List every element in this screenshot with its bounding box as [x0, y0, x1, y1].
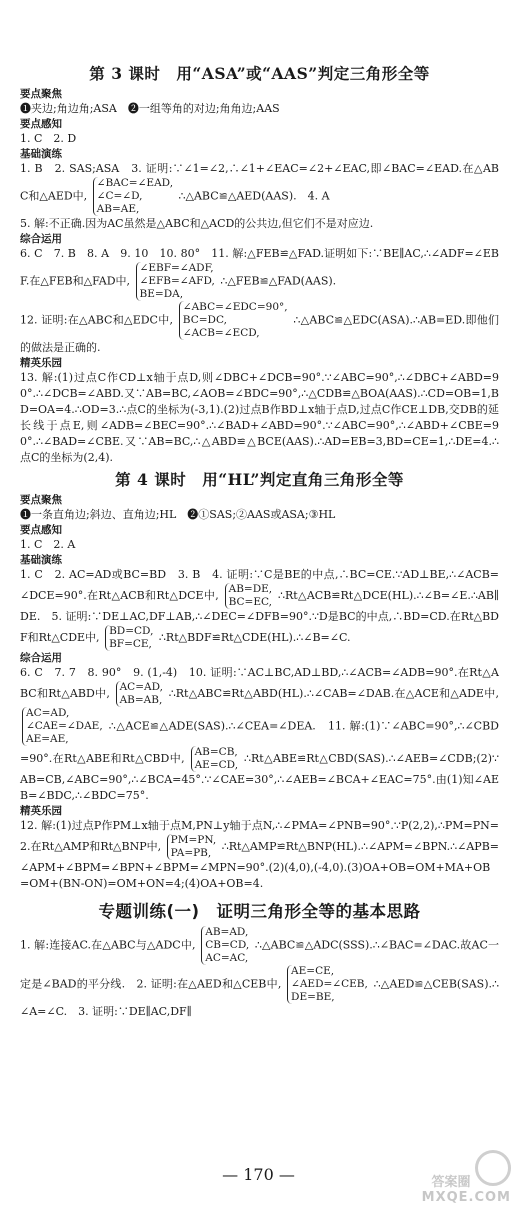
focus-text: ❶一条直角边;斜边、直角边;HL ❷①SAS;②AAS或ASA;③HL: [20, 508, 336, 521]
fun-text-b: ∴Rt△AMP≌Rt△BNP(HL).∴∠APM=∠BPN.∴∠APB=∠APM+∠BPM=∠BPN+∠BPM=∠MPN=90°.(2)(4,0),(-4,0).(3)OA+OB=OM+MA+OB=OM+(BN-ON)=OM+ON=4;(4)OA+OB=4.: [20, 840, 499, 890]
topic-title: 专题训练(一) 证明三角形全等的基本思路: [98, 902, 421, 921]
lesson3-title: 第 3 课时 用“ASA”或“AAS”判定三角形全等: [89, 64, 430, 83]
condition-brace: [201, 926, 249, 965]
basic-text-b: ∴△ABC≌△AED(AAS). 4. A: [178, 189, 330, 203]
sense-text: 1. C 2. A: [20, 538, 76, 551]
condition-brace: [93, 177, 173, 216]
basic-text-c: 5. 解:不正确.因为AC虽然是△ABC和△ACD的公共边,但它们不是对应边.: [20, 217, 374, 230]
condition-brace: [167, 834, 217, 860]
comp-paragraph: [20, 246, 499, 301]
brace-line: AE=AE,: [26, 733, 69, 745]
brace-line: AE=CE,: [291, 965, 335, 977]
brace-line: ∠ABC=∠EDC=90°,: [182, 301, 288, 313]
heading-fun: 精英乐园: [20, 805, 62, 817]
brace-line: ∠EBF=∠ADF,: [139, 262, 214, 274]
brace-line: ∠C=∠D,: [96, 190, 143, 202]
topic-text-c: ∴△AED≌△CEB(SAS).∴∠A=∠C. 3. 证明:∵DE∥AC,DF∥: [20, 977, 499, 1018]
focus-text: ❶夹边;角边角;ASA ❷一组等角的对边;角角边;AAS: [20, 102, 280, 115]
brace-line: BC=EC,: [228, 596, 273, 608]
fun-text-a: 12. 解:(1)过点P作PM⊥x轴于点M,PN⊥y轴于点N,∴∠PMA=∠PNB=90°.∵P(2,2),∴PM=PN=2.在Rt△AMP和Rt△BNP中,: [20, 819, 499, 853]
fun-paragraph: [20, 818, 499, 892]
topic-text-a: 1. 解:连接AC.在△ABC与△ADC中,: [20, 938, 196, 952]
brace-line: BF=CE,: [109, 638, 152, 650]
watermark-text: 答案圈: [431, 1175, 471, 1190]
comp-text-c: ∴△ACE≌△ADE(SAS).∴∠CEA=∠DEA. 11. 解:(1)∵∠ABC=90°,∴∠CBD=90°.在Rt△ABE和Rt△CBD中,: [20, 719, 499, 765]
condition-brace: [191, 746, 238, 772]
watermark-url: MXQE.COM: [421, 1190, 511, 1205]
comp-paragraph: [20, 665, 499, 804]
basic-paragraph: [20, 567, 499, 651]
lesson4-title: 第 4 课时 用“HL”判定直角三角形全等: [115, 470, 404, 489]
brace-line: AC=AD,: [119, 681, 163, 693]
heading-basic: 基础演练: [20, 148, 62, 160]
watermark-circle-icon: [475, 1150, 511, 1186]
page-number: — 170 —: [222, 1165, 295, 1184]
brace-line: PA=PB,: [170, 847, 212, 859]
brace-line: PM=PN,: [170, 834, 217, 846]
basic-paragraph: [20, 161, 499, 216]
heading-focus: 要点聚焦: [20, 88, 62, 100]
condition-brace: [116, 681, 163, 707]
brace-line: AB=AD,: [205, 926, 249, 938]
comp-paragraph-2: [20, 301, 499, 356]
condition-brace: [22, 707, 103, 746]
brace-line: ∠EFB=∠AFD,: [139, 275, 215, 287]
brace-line: AB=AE,: [96, 203, 140, 215]
brace-line: AB=DE,: [228, 583, 273, 595]
condition-brace: [225, 583, 273, 609]
condition-brace: [287, 965, 368, 1004]
brace-line: ∠CAE=∠DAE,: [26, 720, 103, 732]
brace-line: AE=CD,: [194, 759, 239, 771]
brace-line: AB=CB,: [194, 746, 238, 758]
heading-sense: 要点感知: [20, 118, 62, 130]
fun-text: 13. 解:(1)过点C作CD⊥x轴于点D,则∠DBC+∠DCB=90°.∵∠ABC=90°,∴∠DBC+∠ABD=90°.∴∠DCB=∠ABD.又∵AB=BC,∠AOB=∠BDC=90°,∴△CDB≌△BOA(AAS).∴CD=OB=1,BD=OA=4.∴OD=3.∴点C的坐标为(-3,1).(2)过点B作BD⊥x轴于点D,过点C作CE⊥DB,交DB的延长线于点E,则∠ADB=∠BEC=90°.∴∠BAD+∠ABD=90°.∵∠ABC=90°,∴∠ABD+∠CBE=90°.∴∠BAD=∠CBE.又∵AB=BC,∴△ABD≌△BCE(AAS).∴AD=EB=3,BD=CE=1,∴DE=4.∴点C的坐标为(2,4).: [20, 371, 499, 464]
brace-line: ∠BAC=∠EAD,: [96, 177, 174, 189]
topic-paragraph: [20, 926, 499, 1020]
heading-focus: 要点聚焦: [20, 494, 62, 506]
brace-line: DE=BE,: [291, 991, 335, 1003]
brace-line: BC=DC,: [182, 314, 227, 326]
heading-comp: 综合运用: [20, 233, 62, 245]
comp-text-d: ∴△ABC≌△EDC(ASA).∴AB=ED.即他们的做法是正确的.: [20, 313, 500, 354]
comp-text-c: 12. 证明:在△ABC和△EDC中,: [20, 313, 174, 327]
brace-line: AB=AB,: [119, 694, 163, 706]
basic-text-c: ∴Rt△BDF≌Rt△CDE(HL).∴∠B=∠C.: [158, 631, 351, 644]
basic-text-b: ∴Rt△ACB≌Rt△DCE(HL).∴∠B=∠E.∴AB∥DE. 5. 证明:∵DE⊥AC,DF⊥AB,∴∠DEC=∠DFB=90°.∵D是BC的中点,∴BD=CD.在Rt△BDF和Rt△CDE中,: [20, 589, 500, 644]
brace-line: ∠AED=∠CEB,: [291, 978, 368, 990]
basic-text-a: 1. B 2. SAS;ASA 3. 证明:∵∠1=∠2,∴∠1+∠EAC=∠2+∠EAC,即∠BAC=∠EAD.在△ABC和△AED中,: [20, 162, 499, 203]
heading-sense: 要点感知: [20, 524, 62, 536]
condition-brace: [136, 262, 215, 301]
brace-line: CB=CD,: [205, 939, 250, 951]
watermark-logo: [401, 1148, 511, 1205]
condition-brace: [179, 301, 288, 340]
comp-text-a: 6. C 7. 7 8. 90° 9. (1,-4) 10. 证明:∵AC⊥BC,AD⊥BD,∴∠ACB=∠ADB=90°.在Rt△ABC和Rt△ABD中,: [20, 666, 499, 700]
brace-line: AC=AD,: [26, 707, 70, 719]
brace-line: AC=AC,: [205, 952, 249, 964]
brace-line: BE=DA,: [139, 288, 184, 300]
heading-comp: 综合运用: [20, 652, 62, 664]
heading-fun: 精英乐园: [20, 357, 62, 369]
comp-text-b: ∴△FEB≌△FAD(AAS).: [220, 274, 337, 288]
brace-line: BD=CD,: [109, 625, 154, 637]
heading-basic: 基础演练: [20, 554, 62, 566]
comp-text-d: ∴Rt△ABE≌Rt△CBD(SAS).∴∠AEB=∠CDB;(2)∵AB=CB,∠ABC=90°,∴∠BCA=45°.∵∠CAE=30°,∴∠AEB=∠BCA+∠EAC=75°.由(1)知∠AEB=∠BDC,∴∠BDC=75°.: [20, 752, 499, 802]
comp-text-b: ∴Rt△ABC≌Rt△ABD(HL).∴∠CAB=∠DAB.在△ACE和△ADE中,: [168, 687, 499, 700]
brace-line: ∠ACB=∠ECD,: [182, 327, 260, 339]
condition-brace: [105, 625, 153, 651]
topic-text-b: ∴△ABC≌△ADC(SSS).∴∠BAC=∠DAC.故AC一定是∠BAD的平分线. 2. 证明:在△AED和△CEB中,: [20, 938, 500, 991]
basic-text-a: 1. C 2. AC=AD或BC=BD 3. B 4. 证明:∵C是BE的中点,∴BC=CE.∵AD⊥BE,∴∠ACB=∠DCE=90°.在Rt△ACB和Rt△DCE中,: [20, 568, 499, 602]
sense-text: 1. C 2. D: [20, 132, 77, 145]
comp-text-a: 6. C 7. B 8. A 9. 10 10. 80° 11. 解:△FEB≌△FAD.证明如下:∵BE∥AC,∴∠ADF=∠EBF.在△FEB和△FAD中,: [20, 247, 499, 288]
